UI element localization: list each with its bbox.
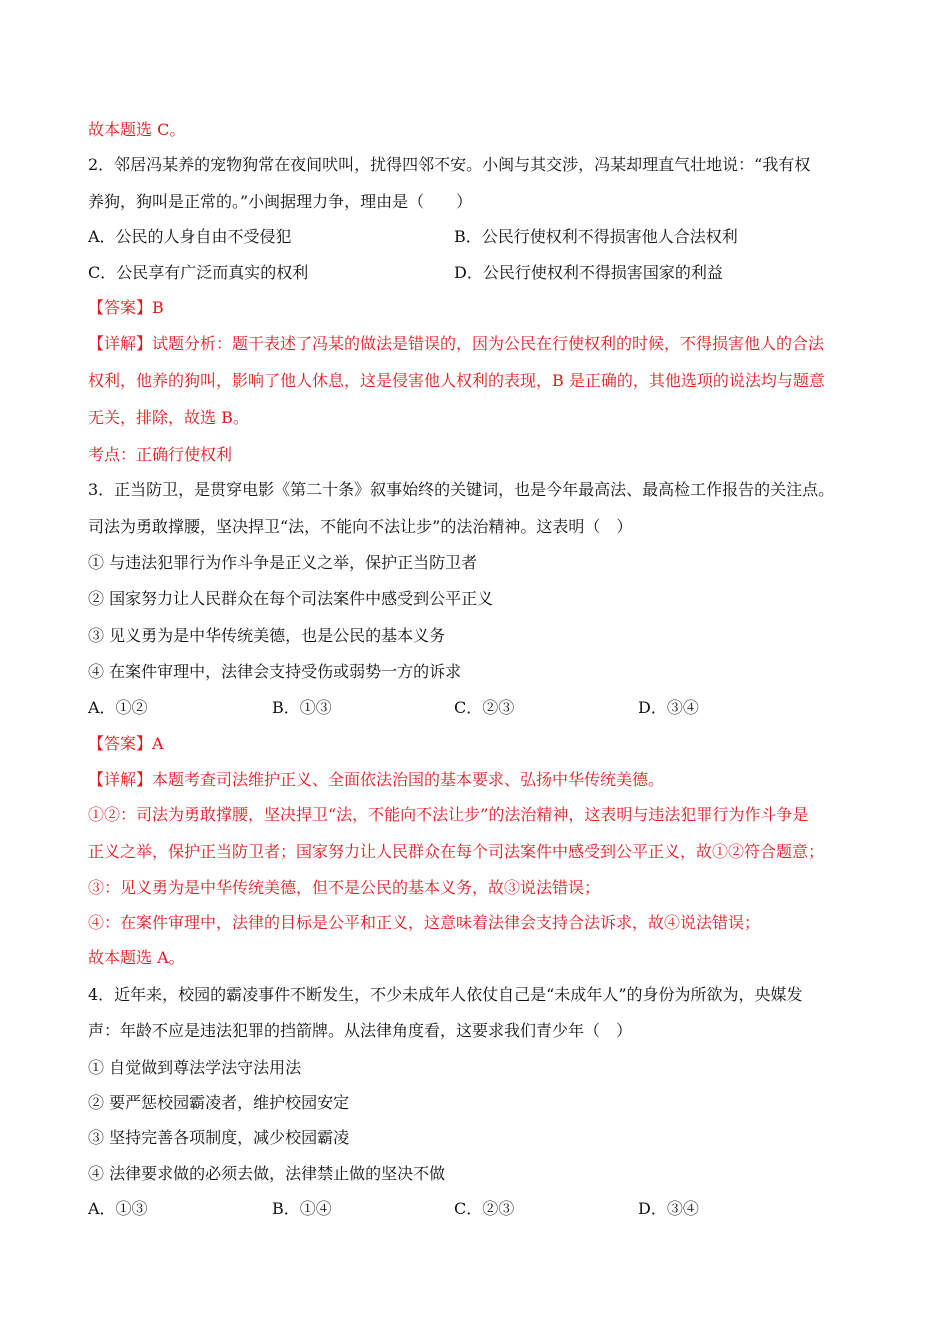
- q3-stem-line2: 司法为勇敢撑腰，坚决捍卫“法，不能向不法让步”的法治精神。这表明（ ）: [88, 517, 633, 536]
- q4-item-1: ① 自觉做到尊法学法守法用法: [88, 1058, 302, 1077]
- q4-item-3: ③ 坚持完善各项制度，减少校园霸凌: [88, 1128, 350, 1147]
- q3-conclusion: 故本题选 A。: [88, 948, 185, 967]
- q4-item-2: ② 要严惩校园霸凌者，维护校园安定: [88, 1093, 350, 1112]
- q2-detail-line1: 【详解】试题分析：题干表述了冯某的做法是错误的，因为公民在行使权利的时候，不得损害他人的合法: [88, 334, 825, 353]
- q2-stem-line2: 养狗，狗叫是正常的。”小闽据理力争，理由是（ ）: [88, 192, 473, 211]
- q4-option-c: C．②③: [454, 1199, 515, 1218]
- q3-detail-line2: ①②：司法为勇敢撑腰，坚决捍卫“法，不能向不法让步”的法治精神，这表明与违法犯罪行为作斗争是: [88, 805, 809, 824]
- q3-detail-line1: 【详解】本题考查司法维护正义、全面依法治国的基本要求、弘扬中华传统美德。: [88, 770, 665, 789]
- q4-option-b: B．①④: [272, 1199, 332, 1218]
- q3-item-2: ② 国家努力让人民群众在每个司法案件中感受到公平正义: [88, 589, 494, 608]
- q2-detail-line2: 权利，他养的狗叫，影响了他人休息，这是侵害他人权利的表现，B 是正确的，其他选项的说法均与题意: [88, 371, 825, 390]
- q3-detail-line4: ③：见义勇为是中华传统美德，但不是公民的基本义务，故③说法错误；: [88, 878, 601, 897]
- q2-option-d: D．公民行使权利不得损害国家的利益: [454, 263, 723, 282]
- q2-kaodian: 考点：正确行使权利: [88, 445, 233, 464]
- q4-option-a: A．①③: [88, 1199, 148, 1218]
- q3-item-4: ④ 在案件审理中，法律会支持受伤或弱势一方的诉求: [88, 662, 462, 681]
- q4-option-d: D．③④: [638, 1199, 699, 1218]
- q3-item-1: ① 与违法犯罪行为作斗争是正义之举，保护正当防卫者: [88, 553, 478, 572]
- q2-answer: 【答案】B: [88, 298, 164, 317]
- q3-detail-line3: 正义之举，保护正当防卫者；国家努力让人民群众在每个司法案件中感受到公平正义，故①②符合题意；: [88, 842, 825, 861]
- q3-option-b: B．①③: [272, 698, 332, 717]
- q3-stem-line1: 3．正当防卫，是贯穿电影《第二十条》叙事始终的关键词，也是今年最高法、最高检工作报告的关注点。: [88, 480, 835, 499]
- q3-option-c: C．②③: [454, 698, 515, 717]
- q2-stem-line1: 2．邻居冯某养的宠物狗常在夜间吠叫，扰得四邻不安。小闽与其交涉，冯某却理直气壮地说：“我有权: [88, 155, 811, 174]
- q1-conclusion: 故本题选 C。: [88, 120, 186, 139]
- q4-item-4: ④ 法律要求做的必须去做，法律禁止做的坚决不做: [88, 1164, 446, 1183]
- q3-answer: 【答案】A: [88, 734, 164, 753]
- q3-option-a: A．①②: [88, 698, 148, 717]
- q2-option-b: B．公民行使权利不得损害他人合法权利: [454, 227, 738, 246]
- q4-stem-line2: 声：年龄不应是违法犯罪的挡箭牌。从法律角度看，这要求我们青少年（ ）: [88, 1021, 633, 1040]
- q2-detail-line3: 无关，排除，故选 B。: [88, 408, 249, 427]
- q3-option-d: D．③④: [638, 698, 699, 717]
- q3-detail-line5: ④：在案件审理中，法律的目标是公平和正义，这意味着法律会支持合法诉求，故④说法错误；: [88, 913, 761, 932]
- q4-stem-line1: 4．近年来，校园的霸凌事件不断发生，不少未成年人依仗自己是“未成年人”的身份为所欲为，央媒发: [88, 985, 803, 1004]
- q3-item-3: ③ 见义勇为是中华传统美德，也是公民的基本义务: [88, 626, 446, 645]
- q2-option-c: C．公民享有广泛而真实的权利: [88, 263, 309, 282]
- q2-option-a: A．公民的人身自由不受侵犯: [88, 227, 292, 246]
